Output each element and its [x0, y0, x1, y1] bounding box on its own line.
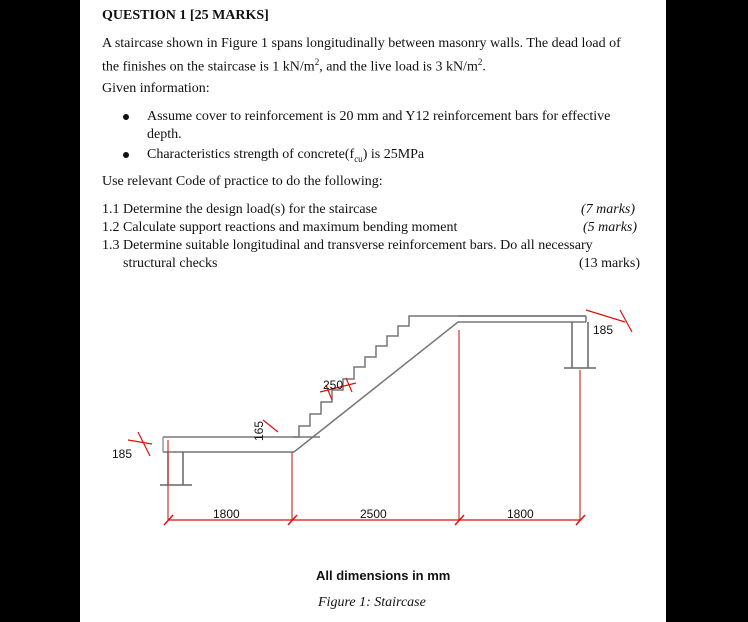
dimensions-note: All dimensions in mm [316, 568, 451, 583]
task-2-marks: (5 marks) [583, 220, 638, 235]
figure-caption: Figure 1: Staircase [318, 595, 426, 610]
intro-line-1: A staircase shown in Figure 1 spans longitudinally between masonry walls. The dead load of [102, 36, 621, 51]
question-page [80, 0, 666, 622]
given-info-label: Given information: [102, 81, 210, 96]
task-1-marks: (7 marks) [581, 202, 636, 217]
task-3-marks: (13 marks) [579, 256, 641, 271]
question-heading: QUESTION 1 [25 MARKS] [102, 8, 269, 23]
dim-165-waist: 165 [252, 420, 266, 441]
dim-250-tread: 250 [323, 378, 344, 392]
left-wall [160, 452, 192, 485]
staircase-figure [80, 0, 666, 622]
dim-185-right: 185 [593, 323, 614, 337]
task-2: 1.2 Calculate support reactions and maximum bending moment [102, 220, 458, 235]
bullet-1-line-1: Assume cover to reinforcement is 20 mm and Y12 reinforcement bars for effective [147, 109, 611, 124]
intro-line-2: the finishes on the staircase is 1 $kN/m^2$, and the live load is 3 $kN/m^2$. [102, 57, 486, 75]
dim-185-left: 185 [112, 447, 133, 461]
task-1: 1.1 Determine the design load(s) for the staircase [102, 202, 378, 217]
bullet-1-line-2: depth. [147, 127, 182, 142]
span-1800-left: 1800 [213, 507, 240, 521]
task-3-line-2: structural checks [123, 256, 218, 271]
instruction: Use relevant Code of practice to do the following: [102, 174, 383, 189]
task-3: 1.3 Determine suitable longitudinal and transverse reinforcement bars. Do all necessary [102, 238, 593, 253]
span-2500-middle: 2500 [360, 507, 387, 521]
right-landing [458, 316, 586, 322]
span-1800-right: 1800 [507, 507, 534, 521]
bullet-2: Characteristics strength of $concrete(f_{cu})$ is 25MPa [147, 147, 425, 164]
right-wall [564, 322, 596, 368]
